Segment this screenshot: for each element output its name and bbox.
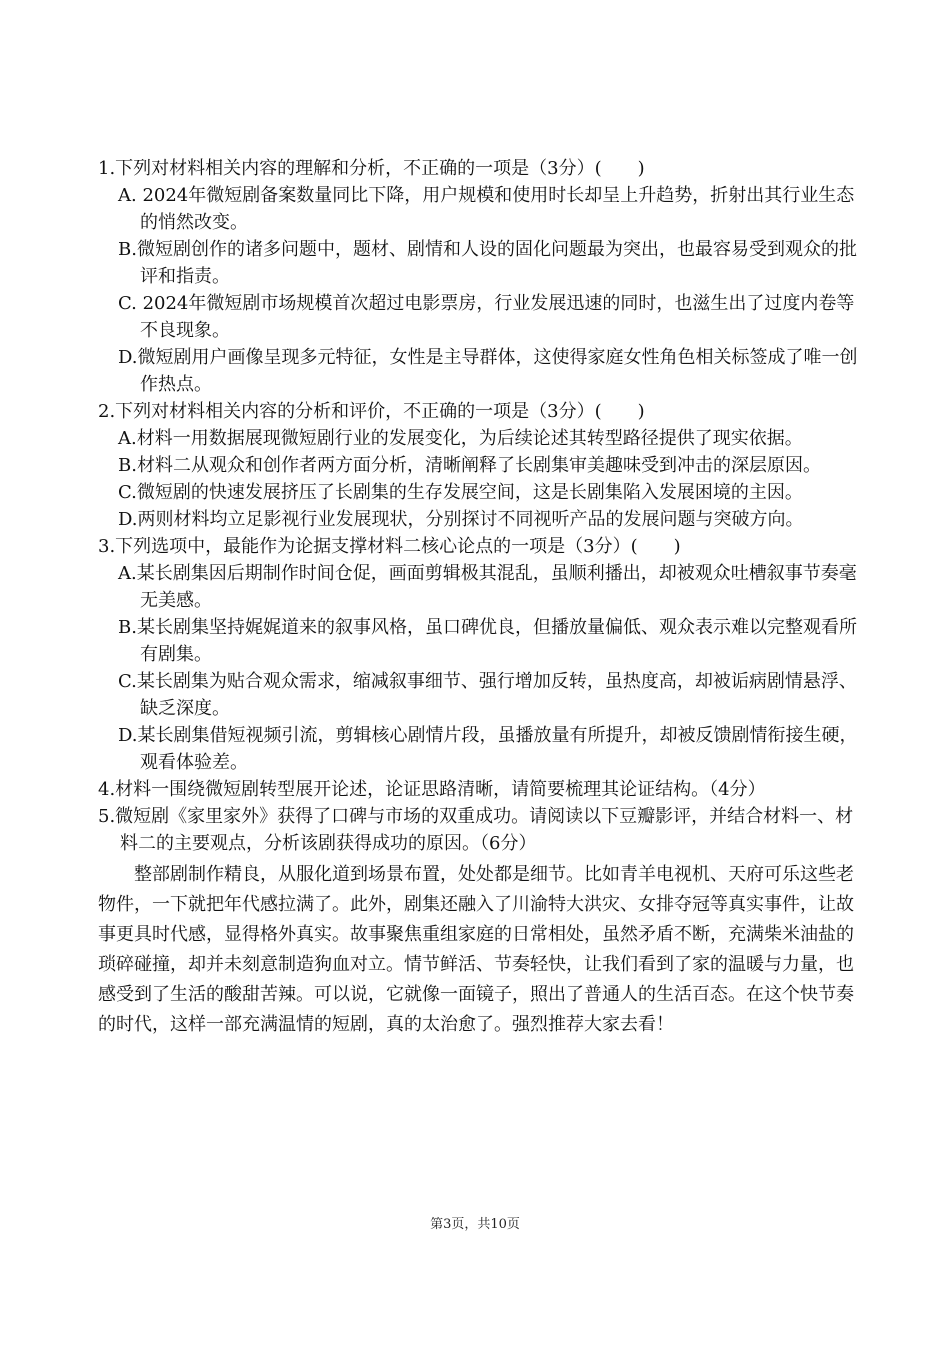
- option-b: B.材料二从观众和创作者两方面分析，清晰阐释了长剧集审美趣味受到冲击的深层原因。: [118, 455, 821, 476]
- option-a: A.材料一用数据展现微短剧行业的发展变化，为后续论述其转型路径提供了现实依据。: [118, 428, 803, 449]
- option-d: D.微短剧用户画像呈现多元特征，女性是主导群体，这使得家庭女性角色相关标签成了唯一创作热点。: [118, 347, 858, 395]
- option-d: D.两则材料均立足影视行业发展现状，分别探讨不同视听产品的发展问题与突破方向。: [118, 509, 804, 530]
- question-stem: 5.微短剧《家里家外》获得了口碑与市场的双重成功。请阅读以下豆瓣影评，并结合材料一、材料二的主要观点，分析该剧获得成功的原因。（6分）: [98, 806, 854, 854]
- question-5: [98, 803, 858, 857]
- question-stem: 1.下列对材料相关内容的理解和分析，不正确的一项是（3分）( ): [98, 158, 645, 179]
- question-stem: 3.下列选项中，最能作为论据支撑材料二核心论点的一项是（3分）( ): [98, 536, 681, 557]
- question-2-options: [98, 425, 858, 533]
- question-stem: 2.下列对材料相关内容的分析和评价，不正确的一项是（3分）( ): [98, 401, 645, 422]
- option-b: B.微短剧创作的诸多问题中，题材、剧情和人设的固化问题最为突出，也最容易受到观众的批评和指责。: [118, 239, 857, 287]
- question-1-options: [98, 182, 858, 398]
- question-2: [98, 398, 858, 425]
- question-3: [98, 533, 858, 560]
- option-c: C. 2024年微短剧市场规模首次超过电影票房，行业发展迅速的同时，也滋生出了过度内卷等不良现象。: [118, 293, 855, 341]
- option-a: A. 2024年微短剧备案数量同比下降，用户规模和使用时长却呈上升趋势，折射出其行业生态的悄然改变。: [118, 185, 855, 233]
- question-stem: 4.材料一围绕微短剧转型展开论述，论证思路清晰，请简要梳理其论证结构。（4分）: [98, 779, 766, 800]
- question-3-options: [98, 560, 858, 776]
- page-content: [98, 155, 858, 1040]
- question-1: [98, 155, 858, 182]
- option-b: B.某长剧集坚持娓娓道来的叙事风格，虽口碑优良，但播放量偏低、观众表示难以完整观看所有剧集。: [118, 617, 857, 665]
- question-4: [98, 776, 858, 803]
- page-number: 第3页，共10页: [430, 1217, 520, 1232]
- review-passage: 整部剧制作精良，从服化道到场景布置，处处都是细节。比如青羊电视机、天府可乐这些老物件，一下就把年代感拉满了。此外，剧集还融入了川渝特大洪灾、女排夺冠等真实事件，让故事更具时代感，显得格外真实。故事聚焦重组家庭的日常相处，虽然矛盾不断，充满柴米油盐的琐碎碰撞，却并未刻意制造狗血对立。情节鲜活、节奏轻快，让我们看到了家的温暖与力量，也感受到了生活的酸甜苦辣。可以说，它就像一面镜子，照出了普通人的生活百态。在这个快节奏的时代，这样一部充满温情的短剧，真的太治愈了。强烈推荐大家去看！: [98, 864, 854, 1035]
- option-a: A.某长剧集因后期制作时间仓促，画面剪辑极其混乱，虽顺利播出，却被观众吐槽叙事节奏毫无美感。: [118, 563, 857, 611]
- option-d: D.某长剧集借短视频引流，剪辑核心剧情片段，虽播放量有所提升，却被反馈剧情衔接生硬，观看体验差。: [118, 725, 858, 773]
- option-c: C.微短剧的快速发展挤压了长剧集的生存发展空间，这是长剧集陷入发展困境的主因。: [118, 482, 803, 503]
- option-c: C.某长剧集为贴合观众需求，缩减叙事细节、强行增加反转，虽热度高，却被诟病剧情悬浮、缺乏深度。: [118, 671, 857, 719]
